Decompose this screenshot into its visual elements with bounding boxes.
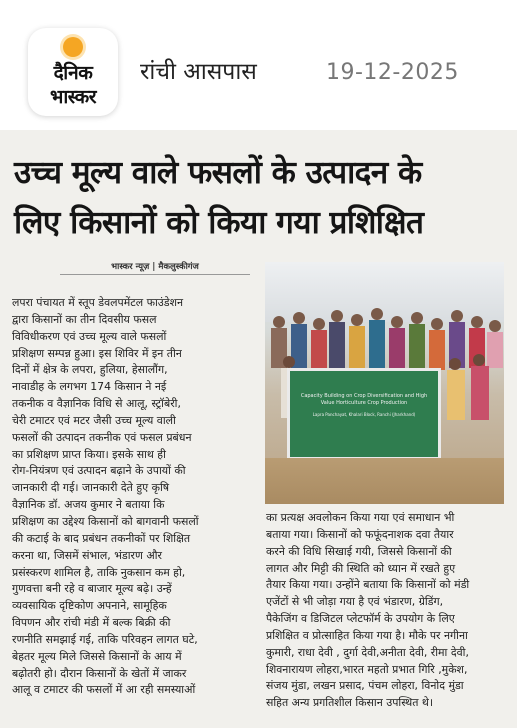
text-line: संजय मुंडा, लखन प्रसाद, पंचम लोहरा, विनोद मुंडा — [266, 679, 464, 693]
text-line: जानकारी दी गई। जानकारी देते हुए कृषि — [12, 481, 170, 495]
text-line: रोग-नियंत्रण एवं उत्पादन बढ़ाने के उपायों की — [12, 464, 186, 478]
text-line: करना था, जिसमें संभाल, भंडारण और — [12, 548, 162, 562]
text-line: आलू व टमाटर की फसलों में आ रही समस्याओं — [12, 683, 196, 697]
text-line: एजेंटों से भी जोड़ा गया है एवं भंडारण, ग्रेडिंग, — [266, 595, 444, 609]
text-line: करने की विधि सिखाई गयी, जिससे किसानों की — [266, 544, 452, 558]
article-left-column — [12, 295, 258, 699]
text-line: शिवनारायण लोहरा,भारत महतो प्रभात गिरि ,मुकेश, — [266, 662, 468, 676]
text-line: विविधीकरण एवं उच्च मूल्य वाले फसलों — [12, 329, 167, 343]
text-line: पैकेजिंग व डिजिटल प्लेटफॉर्म के उपयोग के लिए — [266, 612, 455, 626]
article-headline — [14, 148, 510, 248]
headline-line: उच्च मूल्य वाले फसलों के उत्पादन के — [14, 155, 422, 191]
text-line: बताया गया। किसानों को फफूंदनाशक दवा तैयार — [266, 527, 454, 541]
dainik-bhaskar-logo[interactable] — [28, 28, 118, 116]
text-line: कुमारी, राधा देवी , दुर्गा देवी,अनीता देवी, रीमा देवी, — [266, 645, 469, 659]
text-line: तैयार किया गया। उन्होंने बताया कि किसानों को मंडी — [266, 578, 470, 592]
photo-ground — [265, 458, 504, 504]
text-line: लपरा पंचायत में स्तूप डेवलपमेंटल फाउंडेशन — [12, 296, 184, 309]
logo-text-line1: दैनिक — [53, 62, 93, 84]
text-line: रणनीति समझाई गई, ताकि परिवहन लागत घटे, — [12, 632, 198, 646]
text-line: का प्रशिक्षण प्राप्त किया। इसके साथ ही — [12, 447, 166, 461]
text-line: गुणवत्ता बनी रहे व बाजार मूल्य बढ़े। उन्हें — [12, 582, 172, 596]
article-photo — [265, 262, 504, 504]
text-line: प्रशिक्षण सम्पन्न हुआ। इस शिविर में इन तीन — [12, 346, 182, 360]
text-line: प्रसंस्करण शामिल है, ताकि नुकसान कम हो, — [12, 565, 186, 579]
masthead — [0, 0, 517, 130]
text-line: फसलों की उत्पादन तकनीक एवं फसल प्रबंधन — [12, 430, 192, 444]
text-line: विपणन और रांची मंडी में बल्क बिक्री की — [12, 616, 171, 630]
text-line: बढ़ोतरी हो। दौरान किसानों के खेतों में जाकर — [12, 666, 187, 680]
text-line: द्वारा किसानों का तीन दिवसीय फसल — [12, 312, 157, 326]
text-line: नावाडीह के लगभग 174 किसान ने नई — [12, 380, 167, 394]
banner-location: Lapra Panchayat, Khalari Block, Ranchi (Jharkhand) — [312, 412, 416, 417]
text-line: की कटाई के बाद प्रबंधन तकनीकों पर शिक्षित — [12, 531, 191, 545]
edition-name: रांची आसपास — [140, 59, 257, 85]
text-line: प्रशिक्षित व प्रोत्साहित किया गया है। मौके पर नगीना — [266, 628, 468, 642]
article-byline: भास्कर न्यूज़ | मैकलुस्कीगंज — [60, 261, 250, 275]
text-line: प्रशिक्षण का उद्देश्य किसानों को बागवानी फसलों — [12, 514, 199, 528]
article-right-column — [266, 510, 512, 712]
sun-icon — [63, 37, 83, 57]
text-line: चेरी टमाटर एवं मटर जैसी उच्च मूल्य वाली — [12, 413, 176, 427]
headline-line: लिए किसानों को किया गया प्रशिक्षित — [14, 205, 424, 241]
training-banner — [287, 368, 441, 460]
text-line: सहित अन्य प्रगतिशील किसान उपस्थित थे। — [266, 696, 433, 710]
text-line: दिनों में क्षेत्र के लपरा, हुलिया, हेसालौंग, — [12, 363, 168, 377]
text-line: व्यवसायिक दृष्टिकोण अपनाने, सामूहिक — [12, 599, 167, 613]
text-line: बेहतर मूल्य मिले जिससे किसानों के आय में — [12, 649, 182, 663]
edition-date: 19-12-2025 — [326, 60, 459, 85]
text-line: तकनीक व वैज्ञानिक विधि से आलू, स्ट्रॉबेरी, — [12, 397, 181, 411]
logo-text-line2: भास्कर — [49, 86, 97, 108]
text-line: वैज्ञानिक डॉ. अजय कुमार ने बताया कि — [12, 498, 165, 512]
text-line: लागत और मिट्टी की स्थिति को ध्यान में रखते हुए — [266, 561, 456, 575]
banner-title: Capacity Building on Crop Diversification and High Value Horticulture Crop Production — [300, 393, 428, 406]
text-line: का प्रत्यक्ष अवलोकन किया गया एवं समाधान भी — [266, 511, 455, 524]
